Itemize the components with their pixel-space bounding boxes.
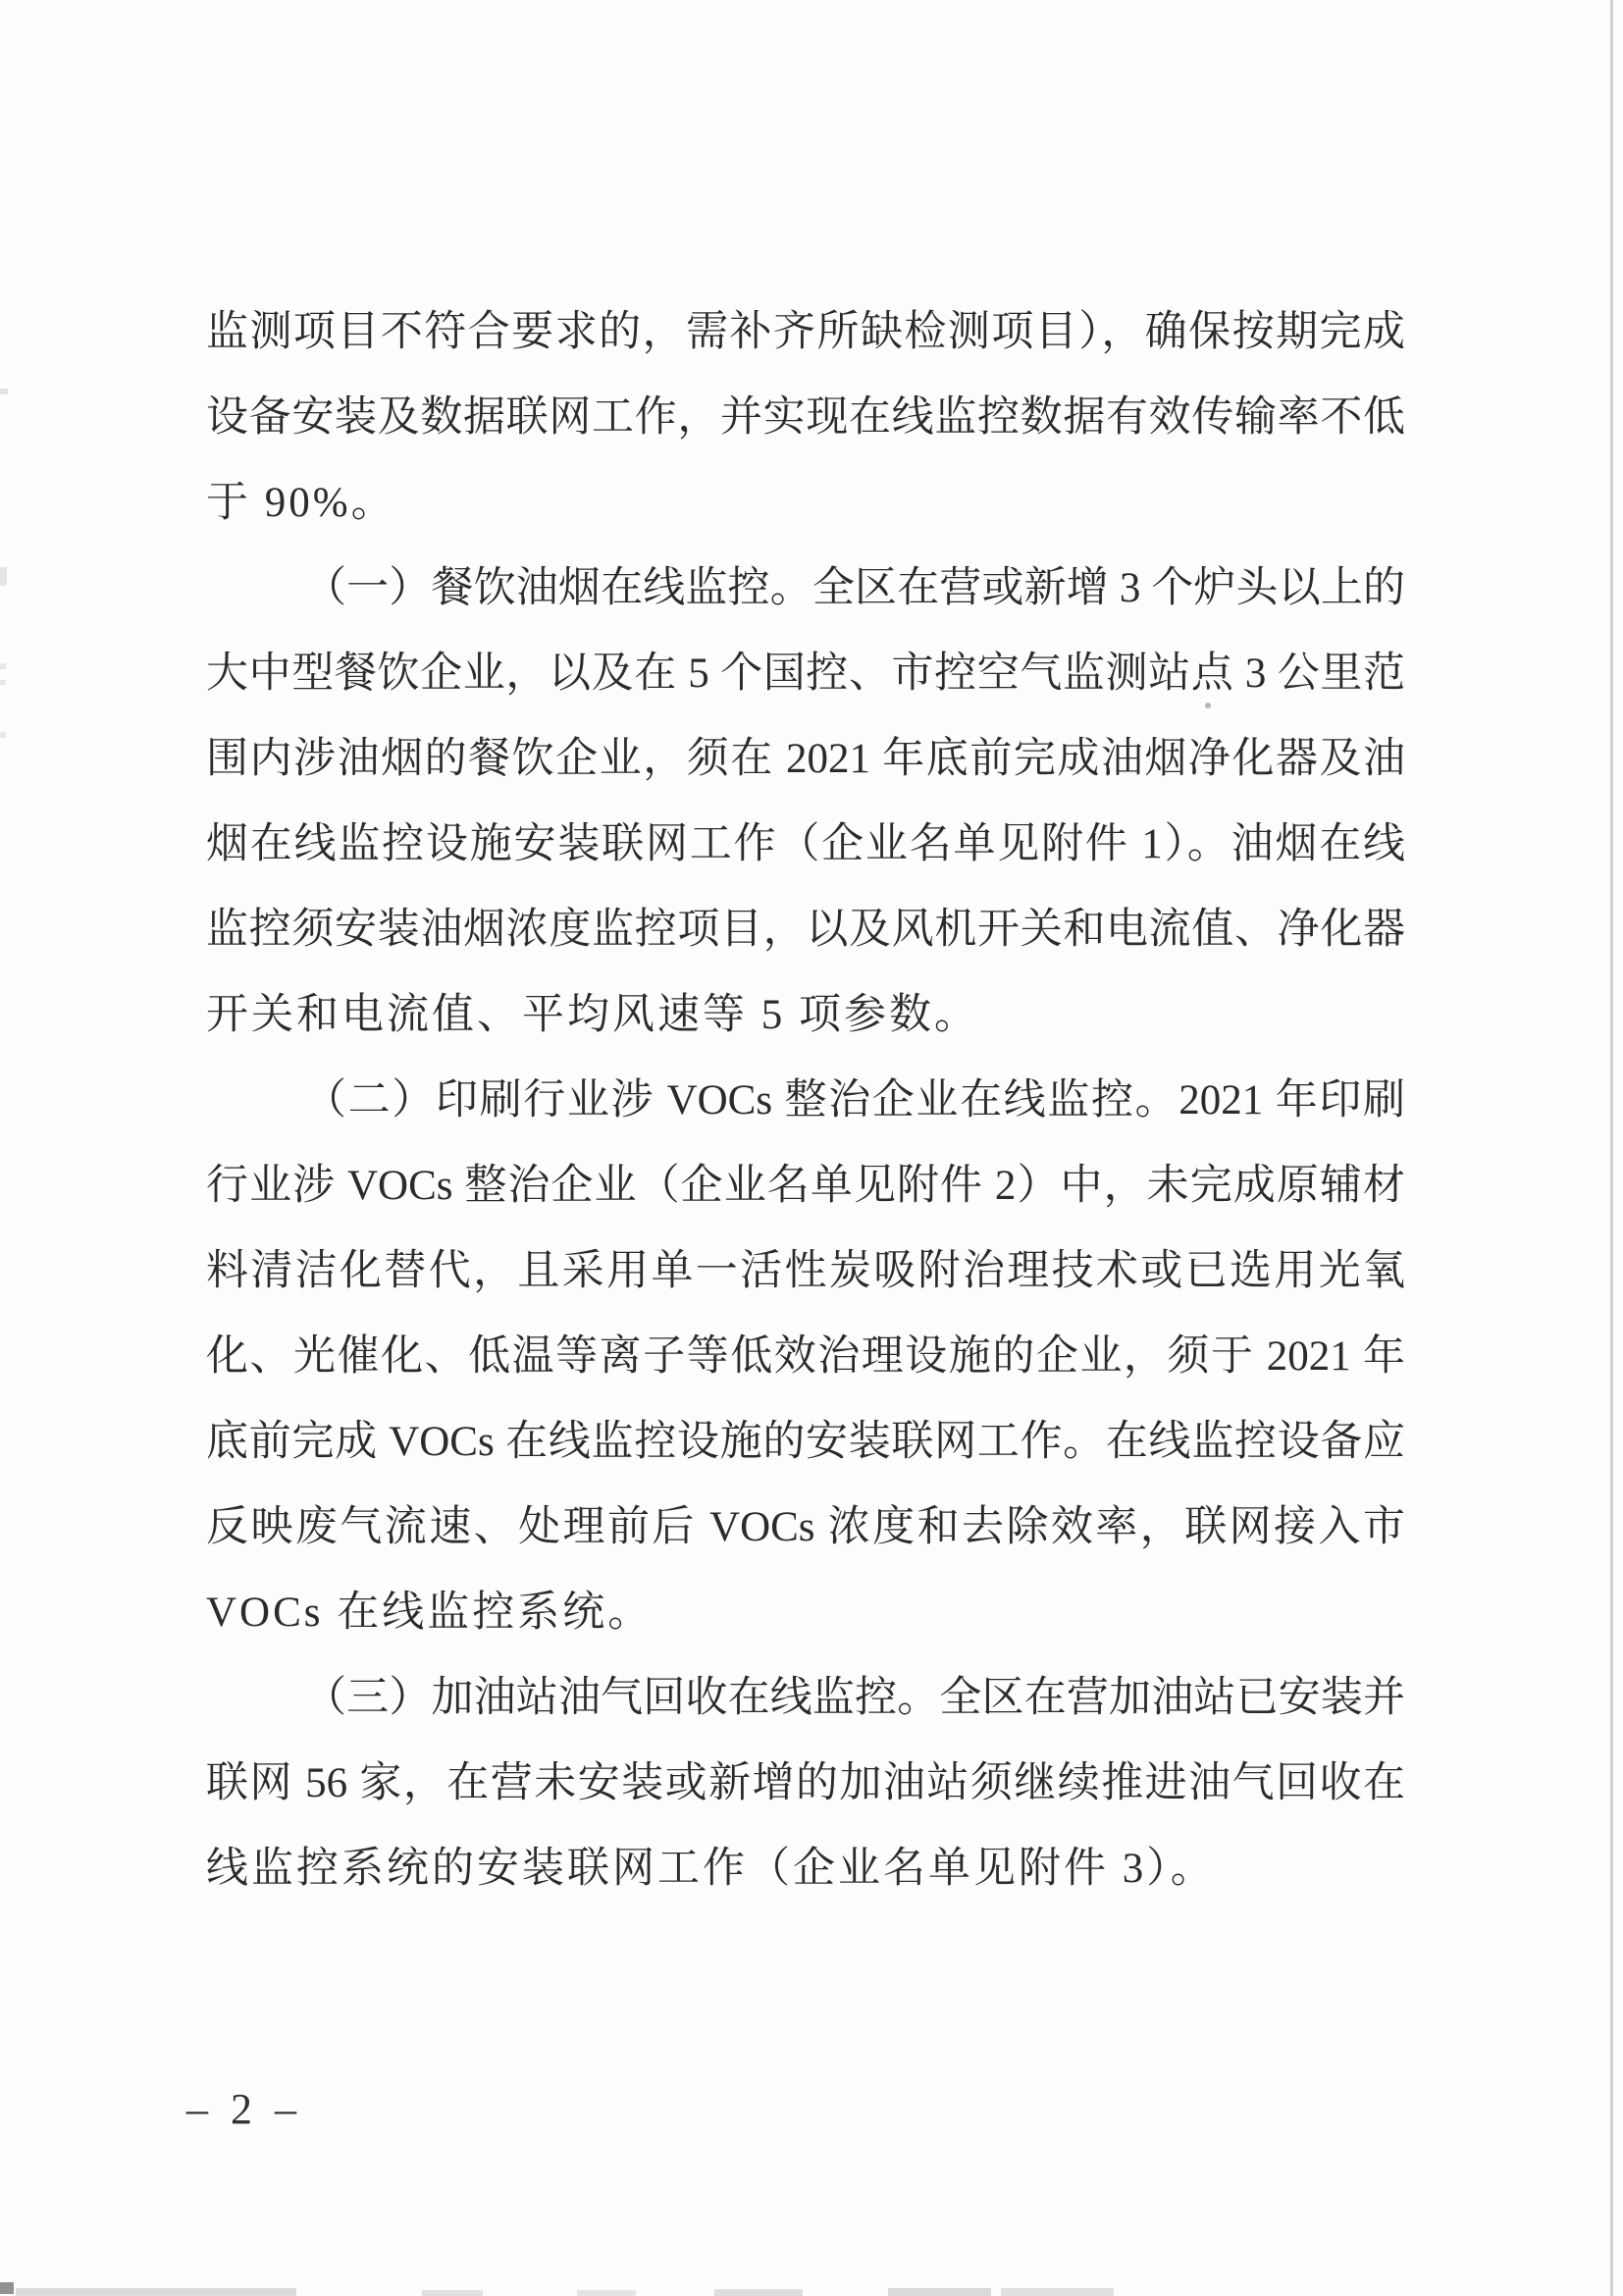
text-line: 于 90%。 (206, 480, 396, 526)
text-line: 联网 56 家，在营未安装或新增的加油站须继续推进油气回收在 (206, 1760, 1405, 1806)
scan-artifact-left-edge (0, 732, 6, 738)
scan-speck (1205, 703, 1211, 708)
text-line: 化、光催化、低温等离子等低效治理设施的企业，须于 2021 年 (206, 1333, 1405, 1380)
body-text (206, 289, 1405, 1911)
text-line: 大中型餐饮企业，以及在 5 个国控、市控空气监测站点 3 公里范 (206, 651, 1405, 697)
scan-artifact-left-edge (0, 680, 6, 685)
text-line: 围内涉油烟的餐饮企业，须在 2021 年底前完成油烟净化器及油 (206, 736, 1405, 782)
scan-artifact-left-edge (0, 663, 6, 669)
scan-artifact-bottom (0, 2282, 14, 2294)
scan-artifact-left-edge (0, 567, 7, 586)
scan-artifact-bottom (577, 2290, 636, 2296)
text-line: 线监控系统的安装联网工作（企业名单见附件 3）。 (206, 1846, 1216, 1892)
text-line: （一）餐饮油烟在线监控。全区在营或新增 3 个炉头以上的 (304, 565, 1405, 611)
text-line: 反映废气流速、处理前后 VOCs 浓度和去除效率，联网接入市 (206, 1504, 1405, 1550)
page-number: – 2 – (186, 2085, 302, 2133)
text-line: 底前完成 VOCs 在线监控设施的安装联网工作。在线监控设备应 (206, 1419, 1405, 1465)
text-line: 设备安装及数据联网工作，并实现在线监控数据有效传输率不低 (206, 394, 1405, 441)
scan-artifact-bottom (422, 2290, 483, 2296)
scan-artifact-bottom (16, 2288, 296, 2296)
text-line: 监控须安装油烟浓度监控项目，以及风机开关和电流值、净化器 (206, 907, 1405, 953)
scan-artifact-bottom (714, 2289, 803, 2296)
text-line: 料清洁化替代，且采用单一活性炭吸附治理技术或已选用光氧 (206, 1248, 1405, 1294)
scan-artifact-bottom (888, 2288, 991, 2296)
text-line: 开关和电流值、平均风速等 5 项参数。 (206, 992, 979, 1038)
scan-artifact-bottom (1001, 2288, 1114, 2296)
text-line: 烟在线监控设施安装联网工作（企业名单见附件 1）。油烟在线 (206, 821, 1405, 867)
scan-artifact-left-edge (0, 389, 8, 394)
text-line: VOCs 在线监控系统。 (206, 1590, 654, 1636)
text-line: 行业涉 VOCs 整治企业（企业名单见附件 2）中，未完成原辅材 (206, 1163, 1405, 1209)
text-line: 监测项目不符合要求的，需补齐所缺检测项目），确保按期完成 (206, 309, 1405, 355)
scan-edge-line (1610, 0, 1613, 2296)
text-line: （二）印刷行业涉 VOCs 整治企业在线监控。2021 年印刷 (304, 1077, 1405, 1123)
text-line: （三）加油站油气回收在线监控。全区在营加油站已安装并 (304, 1675, 1405, 1721)
